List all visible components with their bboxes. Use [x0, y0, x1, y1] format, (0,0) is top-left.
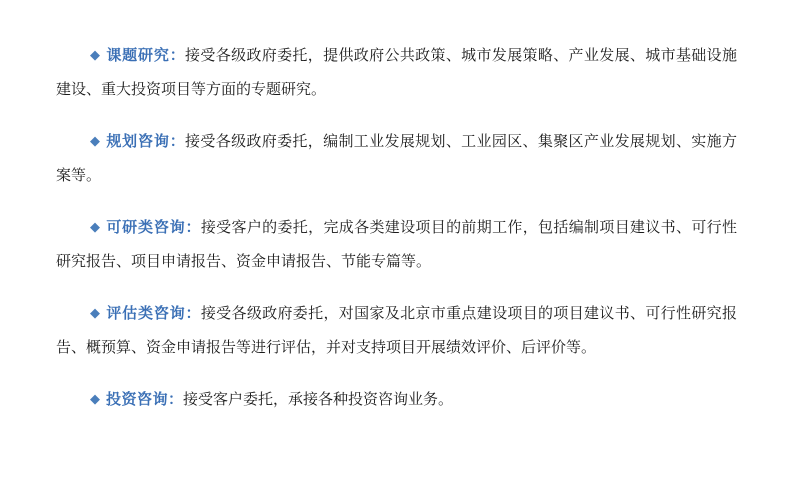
service-paragraph [56, 125, 737, 193]
service-term: 课题研究 [106, 47, 170, 64]
service-colon: ： [185, 219, 201, 236]
list-item [56, 125, 737, 193]
service-colon: ： [169, 47, 186, 64]
service-term: 规划咨询 [106, 133, 170, 150]
service-description: 接受各级政府委托，对国家及北京市重点建设项目的项目建议书、可行性研究报告、概预算、资金申请报告等进行评估，并对支持项目开展绩效评价、后评价等。 [56, 305, 737, 356]
list-item [56, 383, 737, 417]
service-paragraph [56, 211, 737, 279]
diamond-bullet-icon: ◆ [90, 219, 100, 234]
service-term: 可研类咨询 [106, 219, 186, 236]
service-paragraph [56, 39, 737, 107]
diamond-bullet-icon: ◆ [90, 391, 100, 406]
service-description: 接受客户的委托，完成各类建设项目的前期工作，包括编制项目建议书、可行性研究报告、项目申请报告、资金申请报告、节能专篇等。 [56, 219, 737, 270]
list-item [56, 297, 737, 365]
service-description: 接受各级政府委托，编制工业发展规划、工业园区、集聚区产业发展规划、实施方案等。 [56, 133, 737, 184]
service-paragraph [56, 297, 737, 365]
diamond-bullet-icon: ◆ [90, 133, 100, 148]
diamond-bullet-icon: ◆ [90, 305, 100, 320]
service-paragraph [56, 383, 737, 417]
service-colon: ： [185, 305, 201, 322]
service-colon: ： [169, 133, 186, 150]
service-term: 投资咨询 [106, 391, 169, 408]
service-description: 接受各级政府委托，提供政府公共政策、城市发展策略、产业发展、城市基础设施建设、重大投资项目等方面的专题研究。 [56, 47, 737, 98]
service-colon: ： [168, 391, 184, 408]
diamond-bullet-icon: ◆ [90, 47, 100, 62]
service-term: 评估类咨询 [106, 305, 186, 322]
service-description: 接受客户委托，承接各种投资咨询业务。 [183, 391, 454, 408]
list-item [56, 39, 737, 107]
list-item [56, 211, 737, 279]
